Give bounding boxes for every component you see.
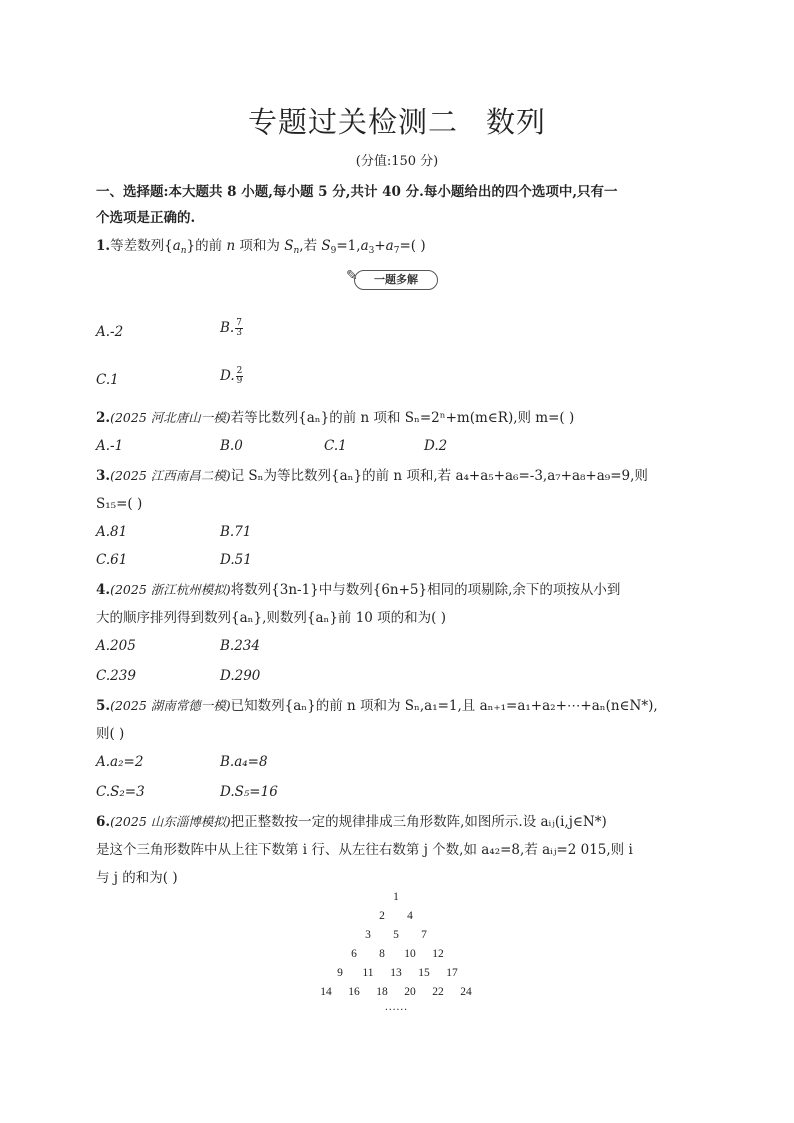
question-4-cont: 大的顺序排列得到数列{aₙ},则数列{aₙ}前 10 项的和为( ) xyxy=(96,610,447,626)
q4-option-b: B.234 xyxy=(220,638,260,654)
triangle-cell: 2 xyxy=(379,910,385,922)
q2-option-a: A.-1 xyxy=(96,438,124,454)
q1-option-a: A.-2 xyxy=(96,324,124,340)
q3-option-d: D.51 xyxy=(220,552,252,568)
triangle-cell: 10 xyxy=(404,948,416,960)
triangle-cell: 14 xyxy=(320,986,332,998)
q1-option-b: B. $\frac{7}{3}$ xyxy=(220,318,242,338)
triangle-cell: 7 xyxy=(421,929,427,941)
question-3-cont: S₁₅=( ) xyxy=(96,496,143,512)
triangle-cell: 8 xyxy=(379,948,385,960)
question-6-cont2: 与 j 的和为( ) xyxy=(96,870,178,886)
triangle-cell: 13 xyxy=(390,967,402,979)
q3-option-c: C.61 xyxy=(96,552,128,568)
triangle-cell: 3 xyxy=(365,929,371,941)
multi-solution-badge: 一题多解 xyxy=(354,270,438,290)
triangle-cell: 24 xyxy=(460,986,472,998)
question-1: 1.等差数列$\{a_n\}$的前 n 项和为 $S_n$,若 $S_9=1,a_3+a_7=$( ) xyxy=(96,238,426,256)
question-5-cont: 则( ) xyxy=(96,726,125,742)
question-5: 5.(2025 湖南常德一模)已知数列{aₙ}的前 n 项和为 Sₙ,a₁=1,且 aₙ₊₁=a₁+a₂+⋯+aₙ(n∈N*), xyxy=(96,698,658,714)
triangle-cell: 17 xyxy=(446,967,458,979)
question-6-cont: 是这个三角形数阵中从上往下数第 i 行、从左往右数第 j 个数,如 a₄₂=8,若 aᵢⱼ=2 015,则 i xyxy=(96,842,633,858)
q5-option-d: D.S₅=16 xyxy=(220,784,278,800)
pen-icon: ✎ xyxy=(346,268,358,284)
triangle-cell: 18 xyxy=(376,986,388,998)
q3-option-b: B.71 xyxy=(220,524,252,540)
question-4: 4.(2025 浙江杭州模拟)将数列{3n-1}中与数列{6n+5}相同的项剔除,余下的项按从小到 xyxy=(96,582,621,598)
title-main: 专题过关检测二 xyxy=(247,105,458,139)
triangle-cell: 22 xyxy=(432,986,444,998)
q2-option-c: C.1 xyxy=(324,438,347,454)
q3-option-a: A.81 xyxy=(96,524,128,540)
q4-option-a: A.205 xyxy=(96,638,136,654)
q1-option-c: C.1 xyxy=(96,372,119,388)
q4-option-c: C.239 xyxy=(96,668,136,684)
triangle-cell: 16 xyxy=(348,986,360,998)
triangle-cell: 6 xyxy=(351,948,357,960)
section-heading-line1: 一、选择题:本大题共 8 小题,每小题 5 分,共计 40 分.每小题给出的四个选项中,只有一 xyxy=(96,184,618,200)
q5-option-a: A.a₂=2 xyxy=(96,754,144,770)
triangle-cell: 11 xyxy=(362,967,374,979)
triangle-cell: 9 xyxy=(337,967,343,979)
section-heading-line2: 个选项是正确的. xyxy=(96,210,196,226)
question-2: 2.(2025 河北唐山一模)若等比数列{aₙ}的前 n 项和 Sₙ=2ⁿ+m(m∈R),则 m=( ) xyxy=(96,410,575,426)
page-title xyxy=(0,100,794,141)
q5-option-b: B.a₄=8 xyxy=(220,754,268,770)
question-6: 6.(2025 山东淄博模拟)把正整数按一定的规律排成三角形数阵,如图所示.设 aᵢⱼ(i,j∈N*) xyxy=(96,814,607,830)
q1-option-d: D. $\frac{2}{9}$ xyxy=(220,366,243,386)
q2-option-d: D.2 xyxy=(424,438,448,454)
triangle-cell: 20 xyxy=(404,986,416,998)
triangle-cell: 5 xyxy=(393,929,399,941)
triangle-ellipsis: …… xyxy=(384,1001,408,1013)
q4-option-d: D.290 xyxy=(220,668,261,684)
triangle-cell: 1 xyxy=(393,891,399,903)
triangle-cell: 12 xyxy=(432,948,444,960)
score-note: (分值:150 分) xyxy=(355,154,439,169)
q5-option-c: C.S₂=3 xyxy=(96,784,145,800)
triangle-cell: 4 xyxy=(407,910,413,922)
question-3: 3.(2025 江西南昌二模)记 Sₙ为等比数列{aₙ}的前 n 项和,若 a₄+a₅+a₆=-3,a₇+a₈+a₉=9,则 xyxy=(96,468,648,484)
title-sub: 数列 xyxy=(486,105,547,139)
triangle-cell: 15 xyxy=(418,967,430,979)
q2-option-b: B.0 xyxy=(220,438,243,454)
